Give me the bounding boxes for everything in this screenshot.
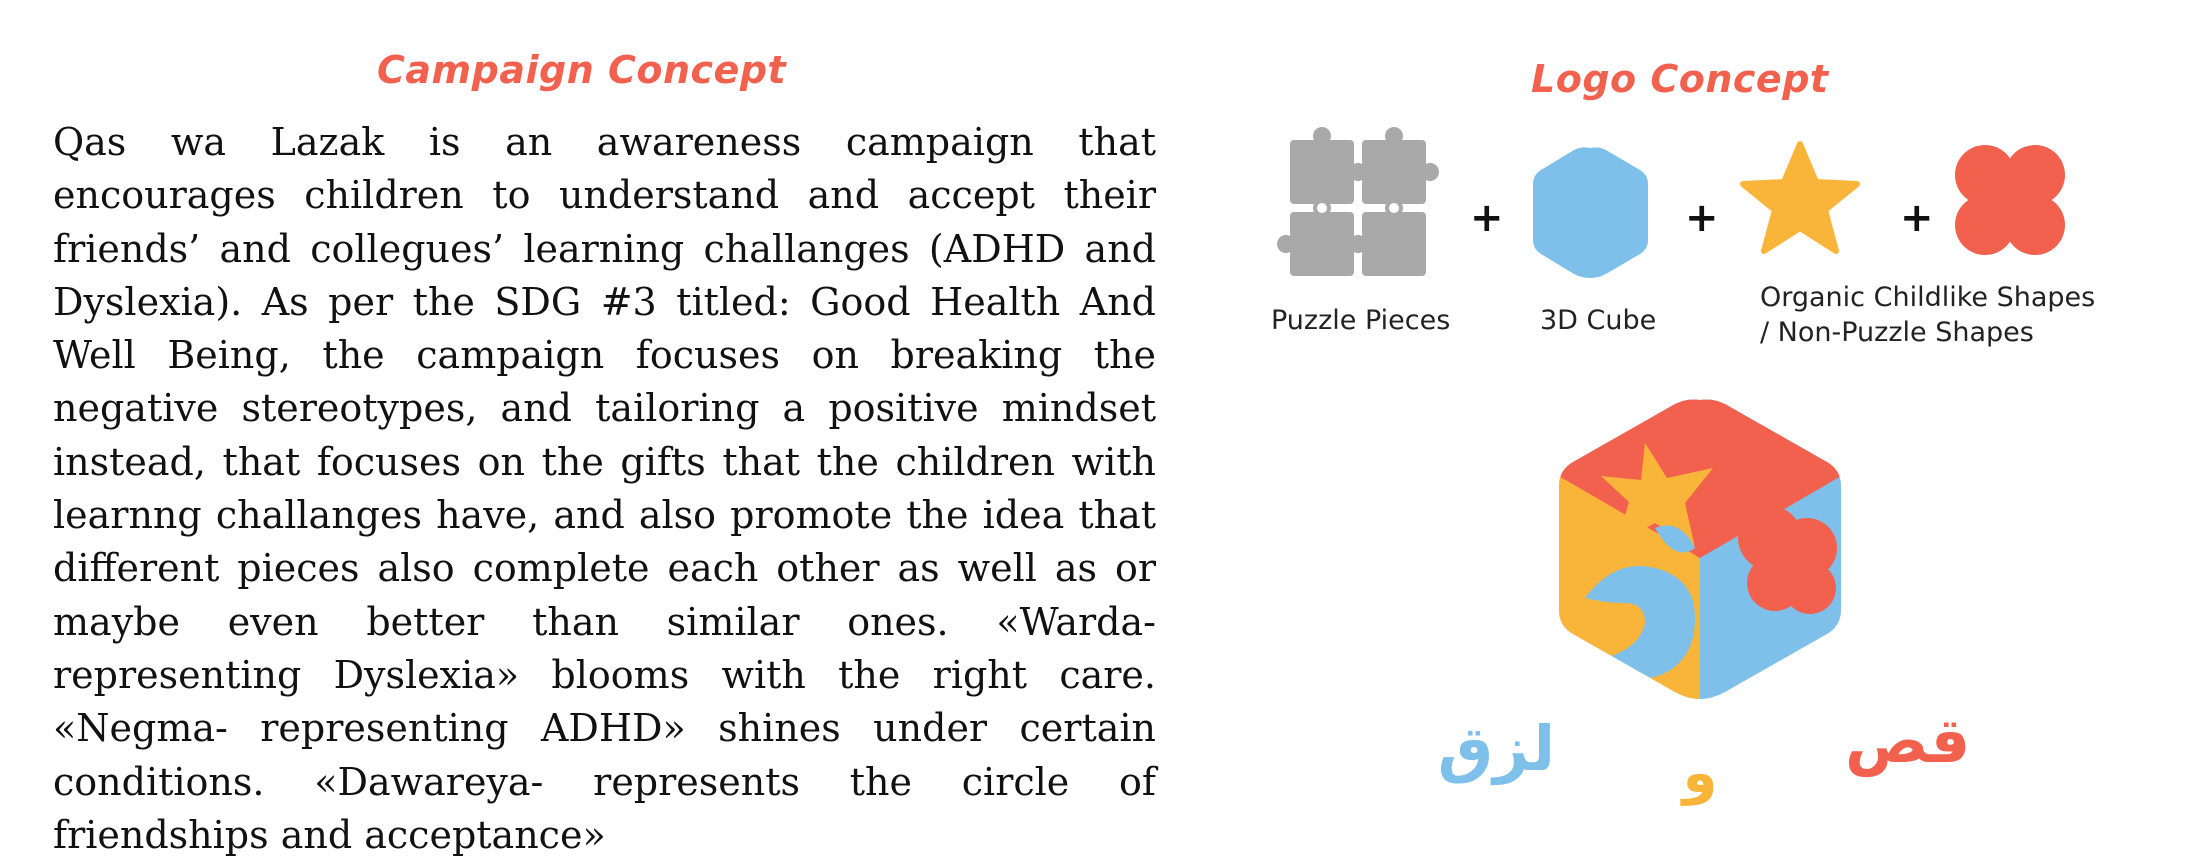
svg-text:قص: قص	[1845, 704, 1971, 777]
campaign-description: Qas wa Lazak is an awareness campaign that encourages children to understand and accept their friends’ and collegues’ learning challanges (ADHD and Dyslexia). As per the SDG #3 titled: Good Health And Well Being, the campaign focuses on breaking the negative stereotypes, and tailoring a positive mindset instead, that focuses on the gifts that the children with learnng challanges have, and also promote the idea that different pieces also complete each other as well as or maybe even better than similar ones. «Warda- representing Dyslexia» blooms with the right care. «Negma- representing ADHD» shines under certain conditions. «Dawareya- represents the circle of friendships and acceptance»	[53, 120, 1156, 857]
campaign-concept-title: Campaign Concept	[377, 48, 787, 92]
plus-sign: +	[1685, 195, 1719, 241]
organic-shapes-label-line-2: / Non-Puzzle Shapes	[1760, 317, 2034, 348]
logo-concept-title: Logo Concept	[1531, 57, 1829, 101]
puzzle-pieces-icon	[1280, 128, 1440, 288]
3d-cube-label: 3D Cube	[1540, 305, 1657, 336]
organic-shapes-label-line-1: Organic Childlike Shapes	[1760, 282, 2096, 313]
hexagon-cube-icon	[1528, 142, 1653, 282]
logo-concept-elements	[1260, 120, 2120, 360]
qas-wa-lazak-wordmark	[1437, 700, 1971, 810]
qas-wa-lazak-logo-mark	[1545, 398, 1855, 718]
svg-text:لزق: لزق	[1437, 712, 1555, 785]
flower-shape-icon	[1950, 140, 2070, 260]
puzzle-pieces-label: Puzzle Pieces	[1271, 305, 1451, 336]
svg-text:و: و	[1682, 741, 1718, 806]
plus-sign: +	[1470, 195, 1504, 241]
star-icon	[1738, 138, 1863, 263]
plus-sign: +	[1900, 195, 1934, 241]
